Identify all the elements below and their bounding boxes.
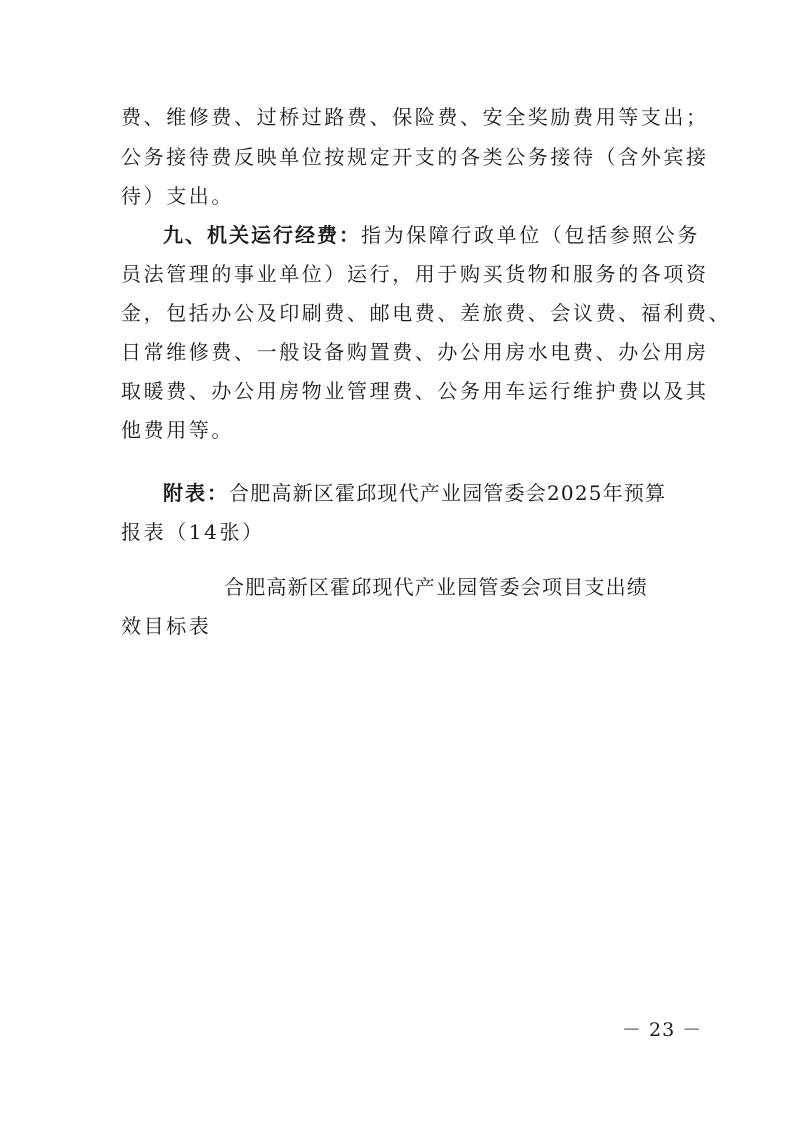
paragraph-line: 待）支出。 (121, 184, 234, 208)
section-nine-heading: 九、机关运行经费： (163, 223, 361, 247)
paragraph-line: 员法管理的事业单位）运行，用于购买货物和服务的各项资 (121, 262, 709, 286)
attachment-line (163, 481, 666, 505)
attachment-label: 附表： (163, 481, 229, 505)
section-nine-text: 指为保障行政单位（包括参照公务 (361, 223, 700, 247)
paragraph-line: 他费用等。 (121, 418, 234, 442)
paragraph-line: 公务接待费反映单位按规定开支的各类公务接待（含外宾接 (121, 145, 709, 169)
attachment-item: 合肥高新区霍邱现代产业园管委会项目支出绩 (224, 575, 648, 599)
section-nine-first-line (163, 223, 700, 247)
attachment-item-cont: 效目标表 (121, 614, 212, 638)
paragraph-line: 取暖费、办公用房物业管理费、公务用车运行维护费以及其 (121, 379, 709, 403)
attachment-text: 合肥高新区霍邱现代产业园管委会2025年预算 (229, 481, 667, 505)
paragraph-line: 费、维修费、过桥过路费、保险费、安全奖励费用等支出； (121, 105, 709, 129)
paragraph-line: 日常维修费、一般设备购置费、办公用房水电费、办公用房 (121, 340, 709, 364)
attachment-line-2: 报表（14张） (121, 520, 265, 544)
paragraph-line: 金，包括办公及印刷费、邮电费、差旅费、会议费、福利费、 (121, 301, 732, 325)
page-number: － 23 － (622, 1019, 703, 1041)
